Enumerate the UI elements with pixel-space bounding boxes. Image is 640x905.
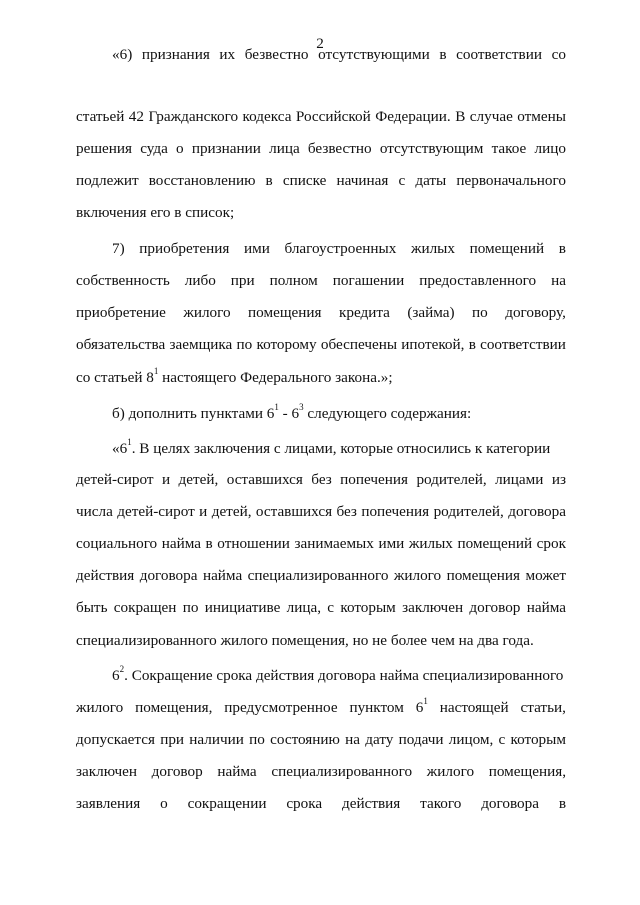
text-line: $6^2$. Сокращение срока действия договора найма специализированного bbox=[112, 663, 564, 684]
text-line: б) дополнить пунктами $6^1 - 6^3$ следующего содержания: bbox=[112, 401, 472, 422]
text-line: подлежит восстановлению в списке начиная с даты первоначального bbox=[76, 172, 566, 189]
text-line: обязательства заемщика по которому обеспечены ипотекой, в соответствии bbox=[76, 336, 566, 353]
text-line: детей-сирот и детей, оставшихся без попечения родителей, лицами из bbox=[76, 471, 566, 488]
page-number: 2 bbox=[316, 35, 324, 52]
text-line: заключен договор найма специализированного жилого помещения, bbox=[76, 763, 566, 780]
text-line: действия договора найма специализированного жилого помещения может bbox=[76, 567, 566, 584]
text-line: допускается при наличии по состоянию на дату подачи лицом, с которым bbox=[76, 731, 566, 748]
text-line: числа детей-сирот и детей, оставшихся без попечения родителей, договора bbox=[76, 503, 566, 520]
text-line: быть сокращен по инициативе лица, с которым заключен договор найма bbox=[76, 599, 566, 616]
text-line: 7) приобретения ими благоустроенных жилых помещений в bbox=[112, 240, 566, 257]
text-line: решения суда о признании лица безвестно отсутствующим такое лицо bbox=[76, 140, 566, 157]
text-line: жилого помещения, предусмотренное пунктом $6^1$ настоящей статьи, bbox=[76, 695, 566, 716]
text-line: «$6^1$. В целях заключения с лицами, которые относились к категории bbox=[112, 436, 551, 457]
text-line: приобретение жилого помещения кредита (займа) по договору, bbox=[76, 304, 566, 321]
text-line: включения его в список; bbox=[76, 204, 235, 221]
text-line: статьей 42 Гражданского кодекса Российской Федерации. В случае отмены bbox=[76, 108, 566, 125]
text-line: со статьей $8^1$ настоящего Федерального закона.»; bbox=[76, 365, 393, 386]
text-line: специализированного жилого помещения, но не более чем на два года. bbox=[76, 632, 534, 649]
text-line: заявления о сокращении срока действия такого договора в bbox=[76, 795, 566, 812]
text-line: «6) признания их безвестно отсутствующими в соответствии со bbox=[112, 46, 566, 63]
text-line: социального найма в отношении занимаемых ими жилых помещений срок bbox=[76, 535, 566, 552]
text-line: собственность либо при полном погашении предоставленного на bbox=[76, 272, 566, 289]
